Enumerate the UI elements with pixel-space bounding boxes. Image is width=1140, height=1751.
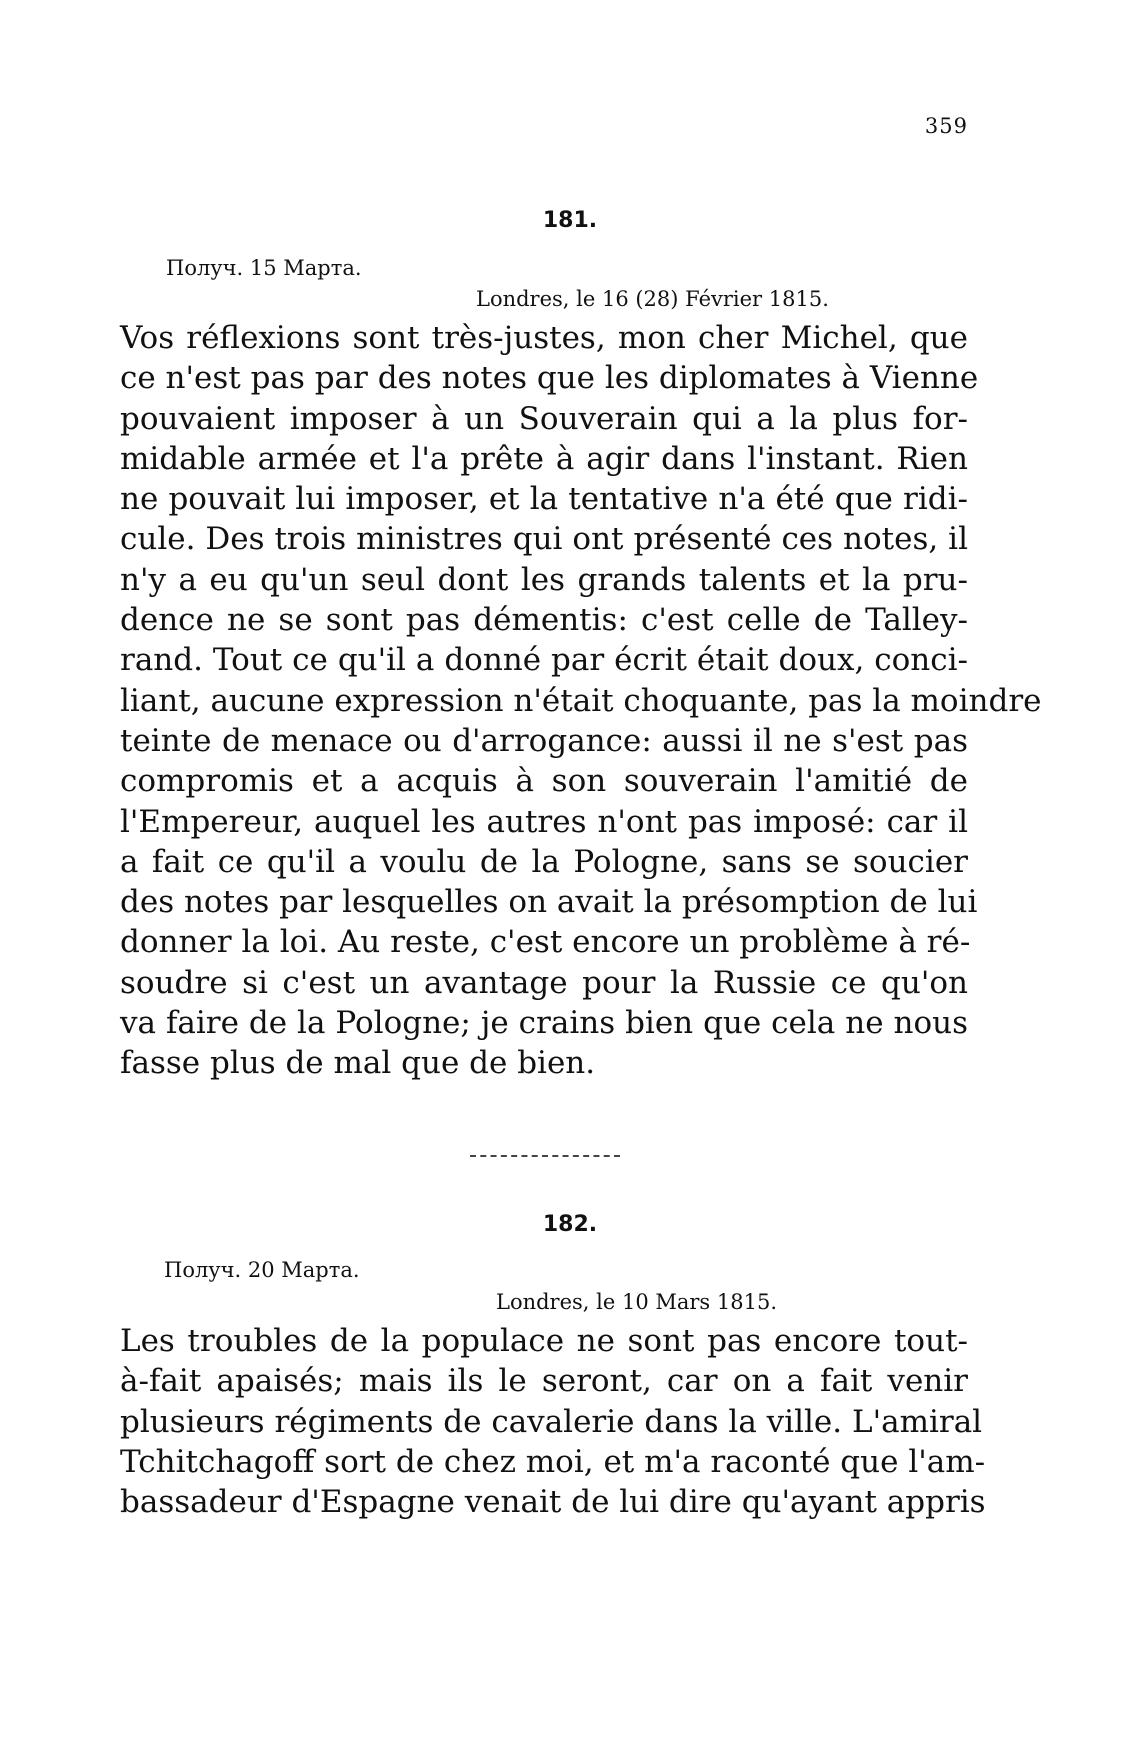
text-line: fasse plus de mal que de bien. [120,1045,596,1082]
text-line: pouvaient imposer à un Souverain qui a la plus for- [120,400,968,437]
letter-number: 181. [542,208,598,233]
text-line: a fait ce qu'il a voulu de la Pologne, sans se soucier [120,843,968,880]
text-line: Tchitchagoff sort de chez moi, et m'a raconté que l'am- [120,1443,986,1480]
section-separator [470,1155,620,1159]
text-line: compromis et a acquis à son souverain l'amitié de [120,763,968,800]
text-line: l'Empereur, auquel les autres n'ont pas imposé: car il [120,803,968,840]
text-line: ne pouvait lui imposer, et la tentative n'a été que ridi- [120,481,968,518]
text-line: dence ne se sont pas démentis: c'est celle de Talley- [120,602,968,639]
text-line: teinte de menace ou d'arrogance: aussi il ne s'est pas [120,722,968,759]
received-date: Получ. 20 Марта. [164,1258,360,1282]
text-line: soudre si c'est un avantage pour la Russie ce qu'on [120,964,968,1001]
page-number: 359 [924,114,968,138]
letter-body [120,1321,986,1522]
dateline: Londres, le 16 (28) Février 1815. [476,287,829,311]
text-line: cule. Des trois ministres qui ont présenté ces notes, il [120,521,968,558]
text-line: n'y a eu qu'un seul dont les grands talents et la pru- [120,561,968,598]
text-line: rand. Tout ce qu'il a donné par écrit était doux, conci- [120,642,968,679]
text-line: midable armée et l'a prête à agir dans l'instant. Rien [120,440,968,477]
text-line: bassadeur d'Espagne venait de lui dire qu'ayant appris [120,1484,986,1521]
text-line: plusieurs régiments de cavalerie dans la ville. L'amiral [120,1403,983,1440]
letter-number: 182. [542,1212,598,1237]
dateline: Londres, le 10 Mars 1815. [496,1290,777,1314]
text-line: des notes par lesquelles on avait la présomption de lui [120,884,978,921]
text-line: va faire de la Pologne; je crains bien que cela ne nous [120,1005,968,1042]
text-line: Vos réflexions sont très-justes, mon cher Michel, que [120,320,968,356]
text-line: à-fait apaisés; mais ils le seront, car on a fait venir [120,1363,968,1400]
text-line: Les troubles de la populace ne sont pas encore tout- [120,1323,968,1359]
text-line: liant, aucune expression n'était choquante, pas la moindre [120,682,1042,719]
letter-body [120,318,1042,1084]
text-line: donner la loi. Au reste, c'est encore un problème à ré- [120,924,971,961]
text-line: ce n'est pas par des notes que les diplomates à Vienne [120,360,979,397]
received-date: Получ. 15 Марта. [166,256,362,280]
